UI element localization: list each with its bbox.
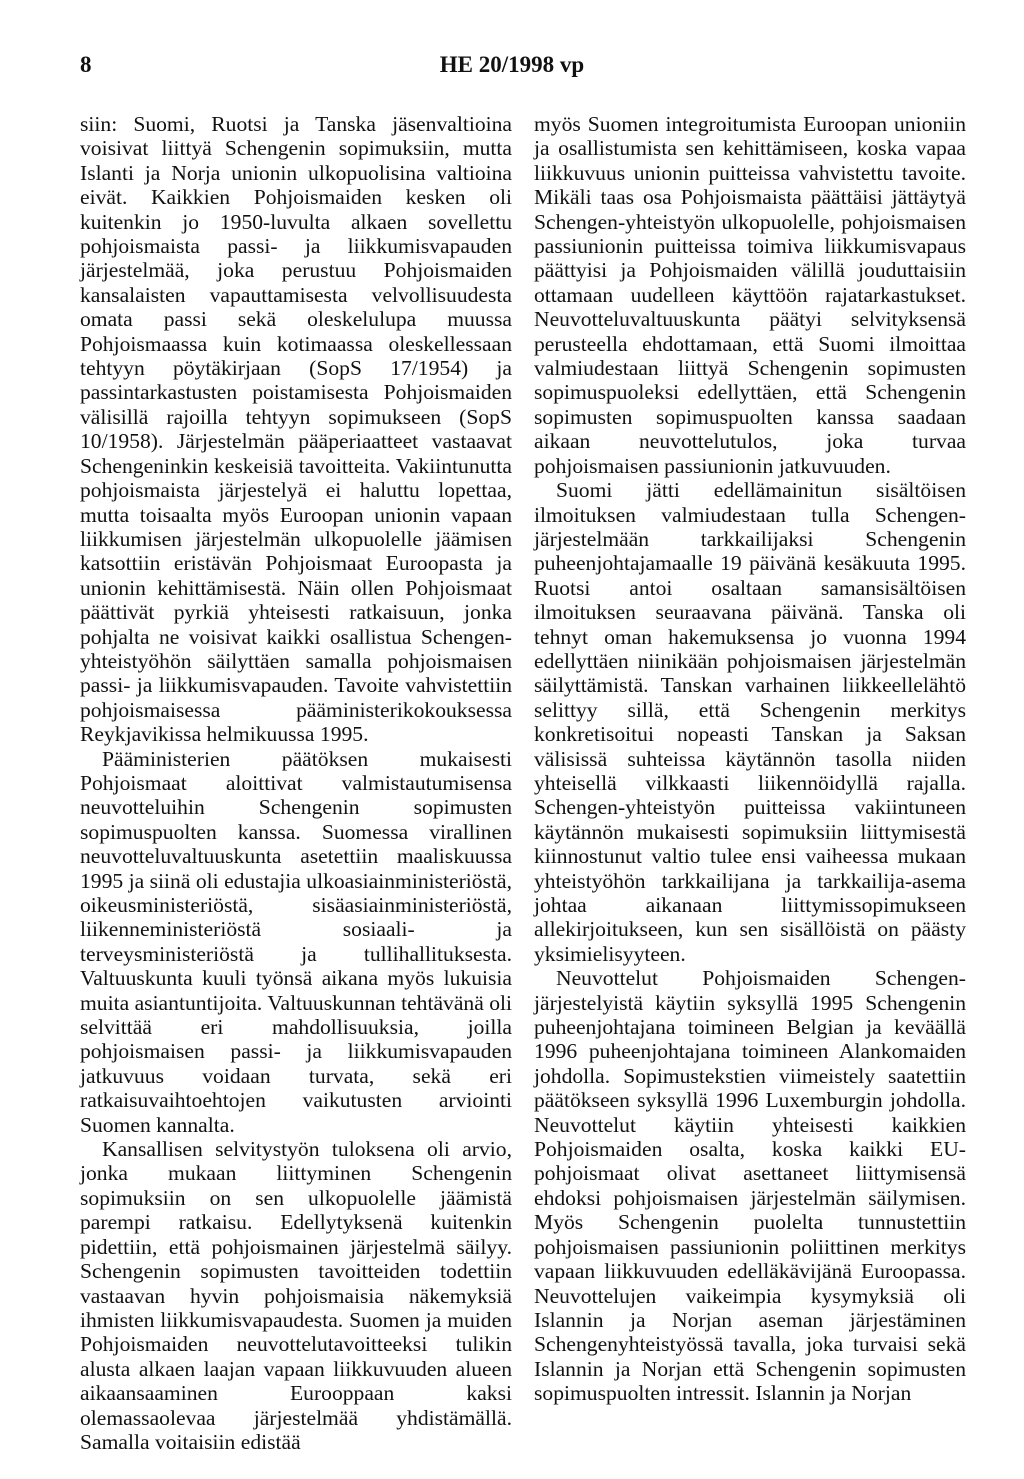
left-paragraph-2: Pääministerien päätöksen mukaisesti Pohjoismaat aloittivat valmistautumisensa neuvotteluihin Schengenin sopimusten sopimuspuolten kanssa. Suomessa virallinen neuvotteluvaltuuskunta asetettiin maaliskuussa 1995 ja siinä oli edustajia ulkoasiainministeriöstä, oikeusministeriöstä, sisäasiainministeriöstä, liikenneministeriöstä sosiaali- ja terveysministeriöstä ja tullihallituksesta. Valtuuskunta kuuli työnsä aikana myös lukuisia muita asiantuntijoita. Valtuuskunnan tehtävänä oli selvittää eri mahdollisuuksia, joilla pohjoismaisen passi- ja liikkumisvapauden jatkuvuus voidaan turvata, sekä eri ratkaisuvaihtoehtojen vaikutusten arviointi Suomen kannalta. xyxy=(80,746,512,1137)
left-column xyxy=(80,112,512,1454)
right-column xyxy=(534,112,966,1406)
page-number: 8 xyxy=(80,52,92,77)
right-paragraph-3: Neuvottelut Pohjoismaiden Schengen-järjestelyistä käytiin syksyllä 1995 Schengenin puheenjohtajana toimineen Belgian ja keväällä 1996 puheenjohtajana toimineen Alankomaiden johdolla. Sopimustekstien viimeistely saatettiin päätökseen syksyllä 1996 Luxemburgin johdolla. Neuvottelut käytiin yhteisesti kaikkien Pohjoismaiden osalta, koska kaikki EU-pohjoismaat olivat asettaneet liittymisensä ehdoksi pohjoismaisen järjestelmän säilymisen. Myös Schengenin puolelta tunnustettiin pohjoismaisen passiunionin poliittinen merkitys vapaan liikkuvuuden edelläkävijänä Euroopassa. Neuvottelujen vaikeimpia kysymyksiä oli Islannin ja Norjan aseman järjestäminen Schengenyhteistyössä tavalla, joka turvaisi sekä Islannin ja Norjan että Schengenin sopimusten sopimuspuolten intressit. Islannin ja Norjan xyxy=(534,966,966,1406)
running-header: HE 20/1998 vp xyxy=(439,52,585,77)
left-paragraph-3: Kansallisen selvitystyön tuloksena oli arvio, jonka mukaan liittyminen Schengenin sopimuksiin on sen ulkopuolelle jäämistä parempi ratkaisu. Edellytyksenä kuitenkin pidettiin, että pohjoismainen järjestelmä säilyy. Schengenin sopimusten tavoitteiden todettiin vastaavan hyvin pohjoismaisia näkemyksiä ihmisten liikkumisvapaudesta. Suomen ja muiden Pohjoismaiden neuvottelutavoitteeksi tulikin alusta alkaen laajan vapaan liikkuvuuden alueen aikaansaaminen Eurooppaan kaksi olemassaolevaa järjestelmää yhdistämällä. Samalla voitaisiin edistää xyxy=(80,1137,512,1454)
right-paragraph-1: myös Suomen integroitumista Euroopan unioniin ja osallistumista sen kehittämiseen, koska vapaa liikkuvuus unionin puitteissa vahvistettu tavoite. Mikäli taas osa Pohjoismaista päättäisi jättäytyä Schengen-yhteistyön ulkopuolelle, pohjoismaisen passiunionin puitteissa toimiva liikkumisvapaus päättyisi ja Pohjoismaiden välillä jouduttaisiin ottamaan uudelleen käyttöön rajatarkastukset. Neuvotteluvaltuuskunta päätyi selvityksensä perusteella ehdottamaan, että Suomi ilmoittaa valmiudestaan liittyä Schengenin sopimusten sopimuspuoleksi edellyttäen, että Schengenin sopimusten sopimuspuolten kanssa saadaan aikaan neuvottelutulos, joka turvaa pohjoismaisen passiunionin jatkuvuuden. xyxy=(534,112,966,478)
right-paragraph-2: Suomi jätti edellämainitun sisältöisen ilmoituksen valmiudestaan tulla Schengen-järjestelmään tarkkailijaksi Schengenin puheenjohtajamaalle 19 päivänä kesäkuuta 1995. Ruotsi antoi osaltaan samansisältöisen ilmoituksen seuraavana päivänä. Tanska oli tehnyt oman hakemuksensa jo vuonna 1994 edellyttäen niinikään pohjoismaisen järjestelmän säilyttämistä. Tanskan varhainen liikkeellelähtö selittyy sillä, että Schengenin merkitys konkretisoitui nopeasti Tanskan ja Saksan välisissä suhteissa käytännön tasolla niiden yhteisellä vilkkaasti liikennöidyllä rajalla. Schengen-yhteistyön puitteissa vakiintuneen käytännön mukaisesti sopimuksiin liittymisestä kiinnostunut valtio tulee ensi vaiheessa mukaan yhteistyöhön tarkkailijana ja tarkkailija-asema johtaa aikanaan liittymissopimukseen allekirjoitukseen, kun sen sisällöistä on päästy yksimielisyyteen. xyxy=(534,478,966,966)
left-paragraph-1: siin: Suomi, Ruotsi ja Tanska jäsenvaltioina voisivat liittyä Schengenin sopimuksiin, mutta Islanti ja Norja unionin ulkopuolisina valtioina eivät. Kaikkien Pohjoismaiden kesken oli kuitenkin jo 1950-luvulta alkaen sovellettu pohjoismaista passi- ja liikkumisvapauden järjestelmää, joka perustuu Pohjoismaiden kansalaisten vapauttamisesta velvollisuudesta omata passi sekä oleskelulupa muussa Pohjoismaassa kuin kotimaassa oleskellessaan tehtyyn pöytäkirjaan (SopS 17/1954) ja passintarkastusten poistamisesta Pohjoismaiden välisillä rajoilla tehtyyn sopimukseen (SopS 10/1958). Järjestelmän pääperiaatteet vastaavat Schengeninkin keskeisiä tavoitteita. Vakiintunutta pohjoismaista järjestelyä ei haluttu lopettaa, mutta toisaalta myös Euroopan unionin vapaan liikkumisen järjestelmän ulkopuolelle jäämisen katsottiin eristävän Pohjoismaat Euroopasta ja unionin kehittämisestä. Näin ollen Pohjoismaat päättivät pyrkiä yhteisesti ratkaisuun, jonka pohjalta ne voisivat kaikki osallistua Schengen-yhteistyöhön säilyttäen samalla pohjoismaisen passi- ja liikkumisvapauden. Tavoite vahvistettiin pohjoismaisessa pääministerikokouksessa Reykjavikissa helmikuussa 1995. xyxy=(80,112,512,747)
